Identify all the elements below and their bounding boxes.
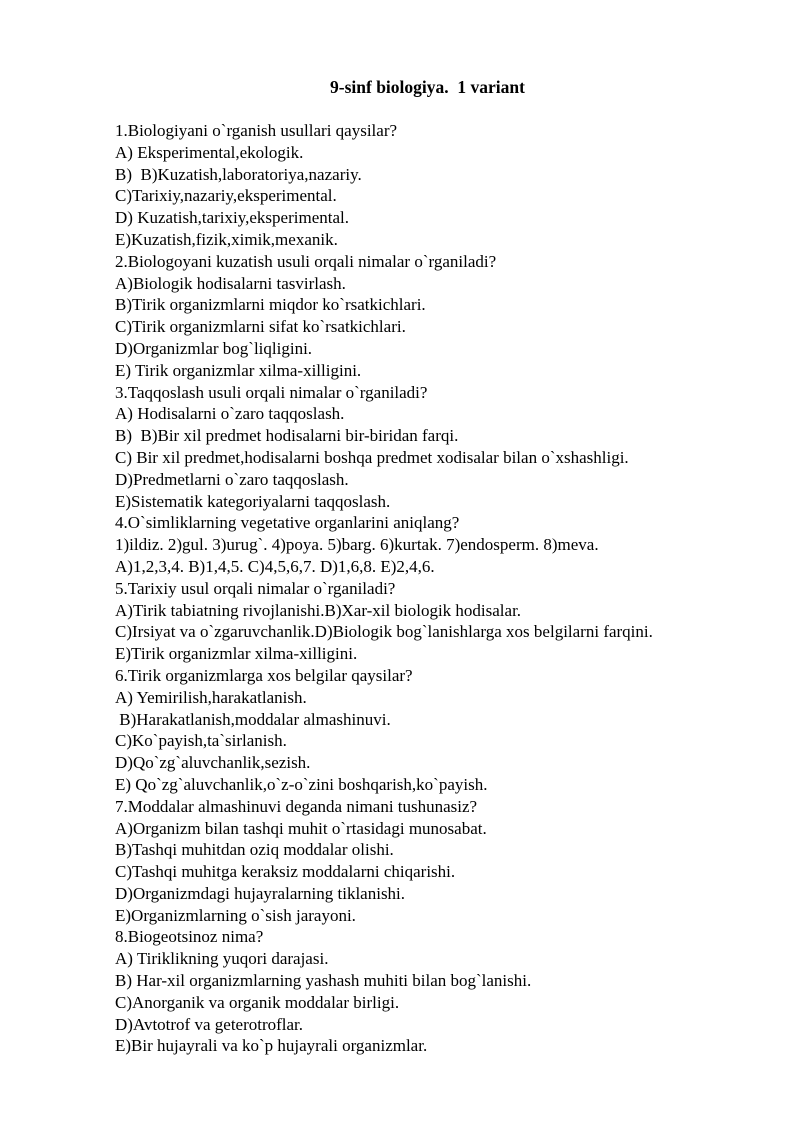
- answer-option: D)Qo`zg`aluvchanlik,sezish.: [115, 753, 311, 773]
- question-block-6: [115, 665, 740, 796]
- options-row-line: A)1,2,3,4. B)1,4,5. C)4,5,6,7. D)1,6,8. E)2,4,6.: [115, 556, 435, 576]
- answer-option: B) Har-xil organizmlarning yashash muhiti bilan bog`lanishi.: [115, 971, 532, 991]
- answer-option: A)Biologik hodisalarni tasvirlash.: [115, 273, 346, 293]
- answer-option: B)Tirik organizmlarni miqdor ko`rsatkichlari.: [115, 295, 426, 315]
- answer-option: B) B)Kuzatish,laboratoriya,nazariy.: [115, 164, 362, 184]
- question-prompt: 7.Moddalar almashinuvi deganda nimani tushunasiz?: [115, 796, 478, 816]
- question-block-1: [115, 120, 740, 251]
- answer-option: D)Predmetlarni o`zaro taqqoslash.: [115, 469, 349, 489]
- answer-option: B)Harakatlanish,moddalar almashinuvi.: [115, 709, 391, 729]
- answer-option: C)Anorganik va organik moddalar birligi.: [115, 992, 400, 1012]
- answer-option: A) Eksperimental,ekologik.: [115, 142, 304, 162]
- answer-option: D)Organizmdagi hujayralarning tiklanishi.: [115, 883, 406, 903]
- question-block-7: [115, 796, 740, 927]
- exam-title: 9-sinf biologiya. 1 variant: [330, 77, 525, 97]
- answer-option: E)Organizmlarning o`sish jarayoni.: [115, 905, 356, 925]
- answer-option: D)Organizmlar bog`liqligini.: [115, 338, 313, 358]
- question-prompt: 1.Biologiyani o`rganish usullari qaysilar?: [115, 121, 398, 140]
- answer-option: B) B)Bir xil predmet hodisalarni bir-biridan farqi.: [115, 426, 459, 446]
- answer-option: E)Kuzatish,fizik,ximik,mexanik.: [115, 229, 338, 249]
- answer-option: C)Ko`payish,ta`sirlanish.: [115, 731, 287, 751]
- question-block-3: [115, 382, 740, 513]
- question-prompt: 3.Taqqoslash usuli orqali nimalar o`rganiladi?: [115, 382, 428, 402]
- question-prompt: 4.O`simliklarning vegetative organlarini aniqlang?: [115, 513, 460, 533]
- answer-option: E)Bir hujayrali va ko`p hujayrali organizmlar.: [115, 1036, 428, 1056]
- question-prompt: 5.Tarixiy usul orqali nimalar o`rganiladi?: [115, 578, 396, 598]
- answer-option: C) Bir xil predmet,hodisalarni boshqa predmet xodisalar bilan o`xshashligi.: [115, 447, 629, 467]
- answer-option: E) Qo`zg`aluvchanlik,o`z-o`zini boshqarish,ko`payish.: [115, 774, 488, 794]
- answer-option: A) Yemirilish,harakatlanish.: [115, 687, 307, 707]
- answer-option: C)Irsiyat va o`zgaruvchanlik.D)Biologik bog`lanishlarga xos belgilarni farqini.: [115, 622, 653, 642]
- question-prompt: 2.Biologoyani kuzatish usuli orqali nimalar o`rganiladi?: [115, 251, 497, 271]
- answer-option: A)Organizm bilan tashqi muhit o`rtasidagi munosabat.: [115, 818, 487, 838]
- answer-option: D) Kuzatish,tarixiy,eksperimental.: [115, 208, 349, 228]
- answer-option: B)Tashqi muhitdan oziq moddalar olishi.: [115, 840, 394, 860]
- answer-option: E)Sistematik kategoriyalarni taqqoslash.: [115, 491, 391, 511]
- question-block-8: [115, 926, 740, 1057]
- answer-option: A) Hodisalarni o`zaro taqqoslash.: [115, 404, 345, 424]
- answer-option: C)Tirik organizmlarni sifat ko`rsatkichlari.: [115, 317, 406, 337]
- answer-option: E)Tirik organizmlar xilma-xilligini.: [115, 644, 358, 664]
- answer-option: C)Tashqi muhitga keraksiz moddalarni chiqarishi.: [115, 862, 456, 882]
- answer-option: E) Tirik organizmlar xilma-xilligini.: [115, 360, 362, 380]
- question-block-5: [115, 578, 740, 665]
- numbered-items-line: 1)ildiz. 2)gul. 3)urug`. 4)poya. 5)barg. 6)kurtak. 7)endosperm. 8)meva.: [115, 535, 599, 555]
- question-prompt: 6.Tirik organizmlarga xos belgilar qaysilar?: [115, 665, 413, 685]
- answer-option: A)Tirik tabiatning rivojlanishi.B)Xar-xil biologik hodisalar.: [115, 600, 522, 620]
- question-prompt: 8.Biogeotsinoz nima?: [115, 927, 264, 947]
- question-block-4: [115, 512, 740, 577]
- question-block-2: [115, 251, 740, 382]
- answer-option: C)Tarixiy,nazariy,eksperimental.: [115, 186, 337, 206]
- answer-option: A) Tiriklikning yuqori darajasi.: [115, 949, 329, 969]
- answer-option: D)Avtotrof va geterotroflar.: [115, 1014, 304, 1034]
